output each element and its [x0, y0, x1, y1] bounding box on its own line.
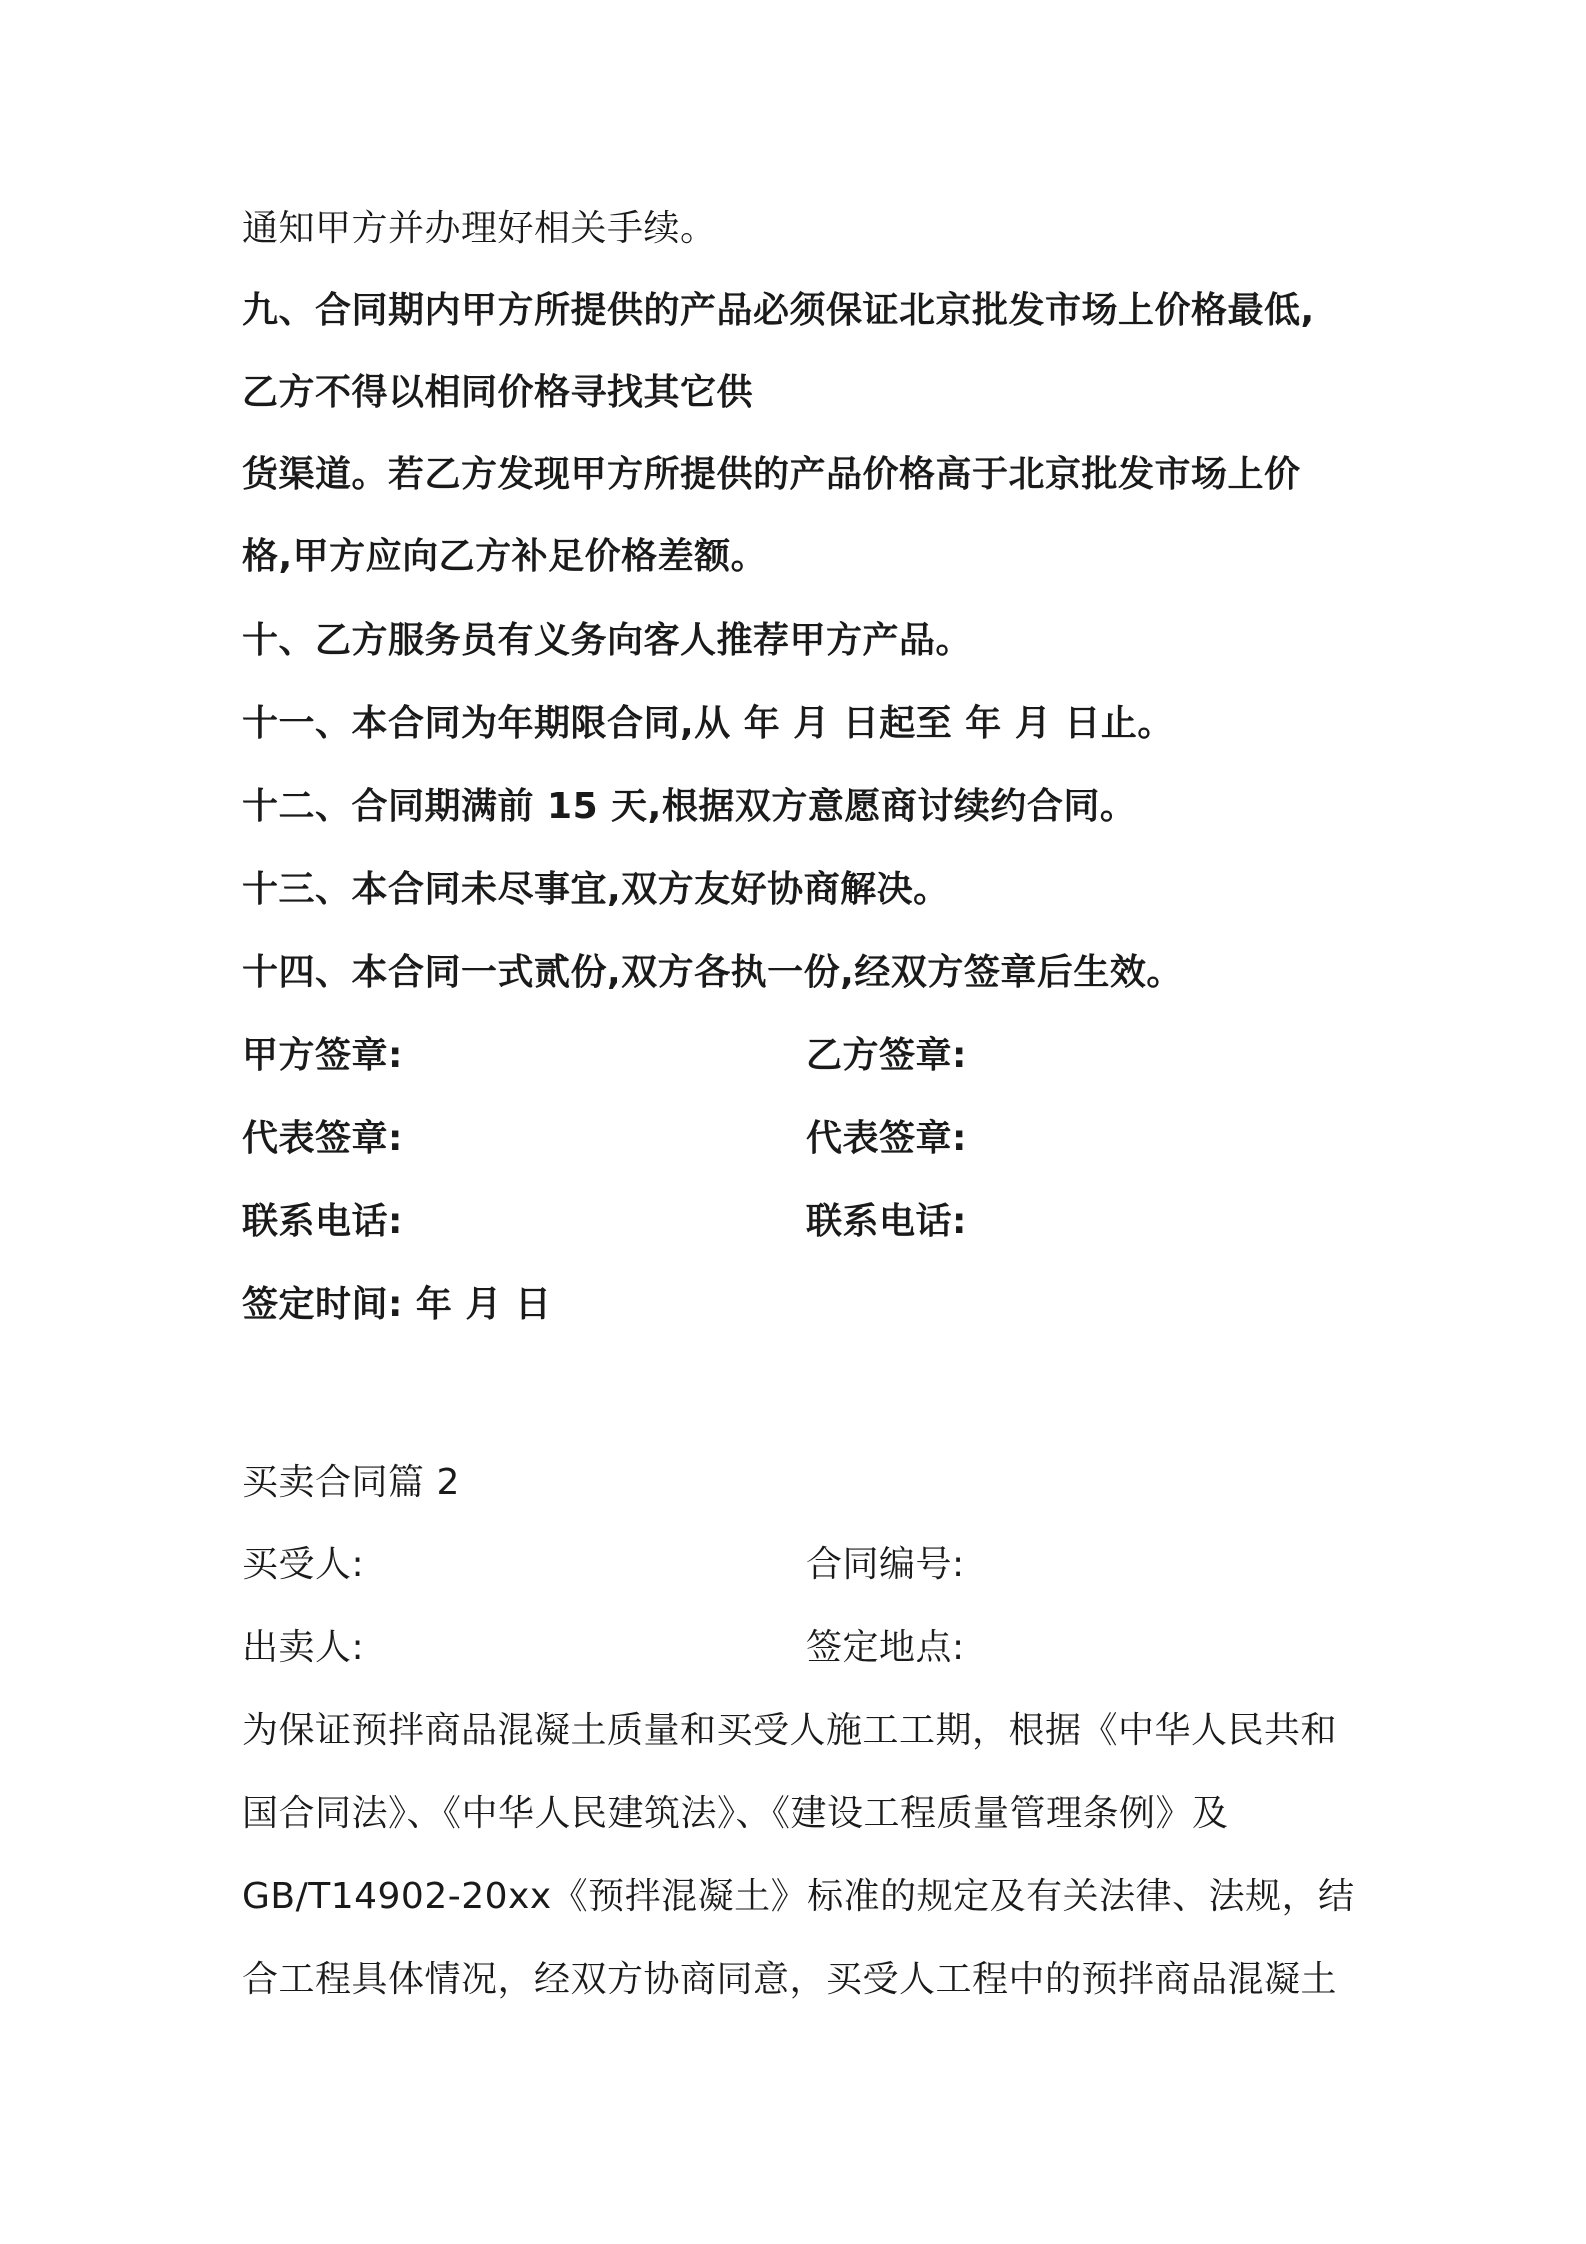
rep-seal-a-label: 代表签章:: [242, 1118, 403, 1159]
body-line: GB/T14902-20xx《预拌混凝土》标准的规定及有关法律、法规，结: [242, 1876, 1355, 1917]
buyer-label: 买受人:: [242, 1544, 365, 1585]
phone-b-label: 联系电话:: [806, 1201, 967, 1242]
party-b-seal-label: 乙方签章:: [806, 1035, 967, 1076]
sign-place-label: 签定地点:: [806, 1627, 965, 1668]
clause-9-line-2: 乙方不得以相同价格寻找其它供: [242, 372, 754, 413]
body-line: 国合同法》、《中华人民建筑法》、《建设工程质量管理条例》及: [242, 1793, 1229, 1834]
clause-12: 十二、合同期满前 15 天,根据双方意愿商讨续约合同。: [242, 786, 1137, 827]
seller-label: 出卖人:: [242, 1627, 365, 1668]
clause-9-line-4: 格,甲方应向乙方补足价格差额。: [242, 536, 768, 577]
clause-9-line-3: 货渠道。若乙方发现甲方所提供的产品价格高于北京批发市场上价: [242, 454, 1301, 495]
phone-a-label: 联系电话:: [242, 1201, 403, 1242]
party-a-seal-label: 甲方签章:: [242, 1035, 403, 1076]
clause-13: 十三、本合同未尽事宜,双方友好协商解决。: [242, 869, 950, 910]
body-line: 为保证预拌商品混凝土质量和买受人施工工期，根据《中华人民共和: [242, 1710, 1338, 1751]
paragraph-line: 通知甲方并办理好相关手续。: [242, 208, 717, 249]
clause-9-line-1: 九、合同期内甲方所提供的产品必须保证北京批发市场上价格最低,: [242, 290, 1315, 331]
clause-14: 十四、本合同一式贰份,双方各执一份,经双方签章后生效。: [242, 952, 1183, 993]
clause-11: 十一、本合同为年期限合同,从 年 月 日起至 年 月 日止。: [242, 703, 1174, 744]
clause-10: 十、乙方服务员有义务向客人推荐甲方产品。: [242, 620, 973, 661]
sign-date-label: 签定时间: 年 月 日: [242, 1284, 552, 1325]
contract-no-label: 合同编号:: [806, 1544, 965, 1585]
rep-seal-b-label: 代表签章:: [806, 1118, 967, 1159]
body-line: 合工程具体情况，经双方协商同意，买受人工程中的预拌商品混凝土: [242, 1959, 1338, 2000]
section-title: 买卖合同篇 2: [242, 1462, 460, 1503]
